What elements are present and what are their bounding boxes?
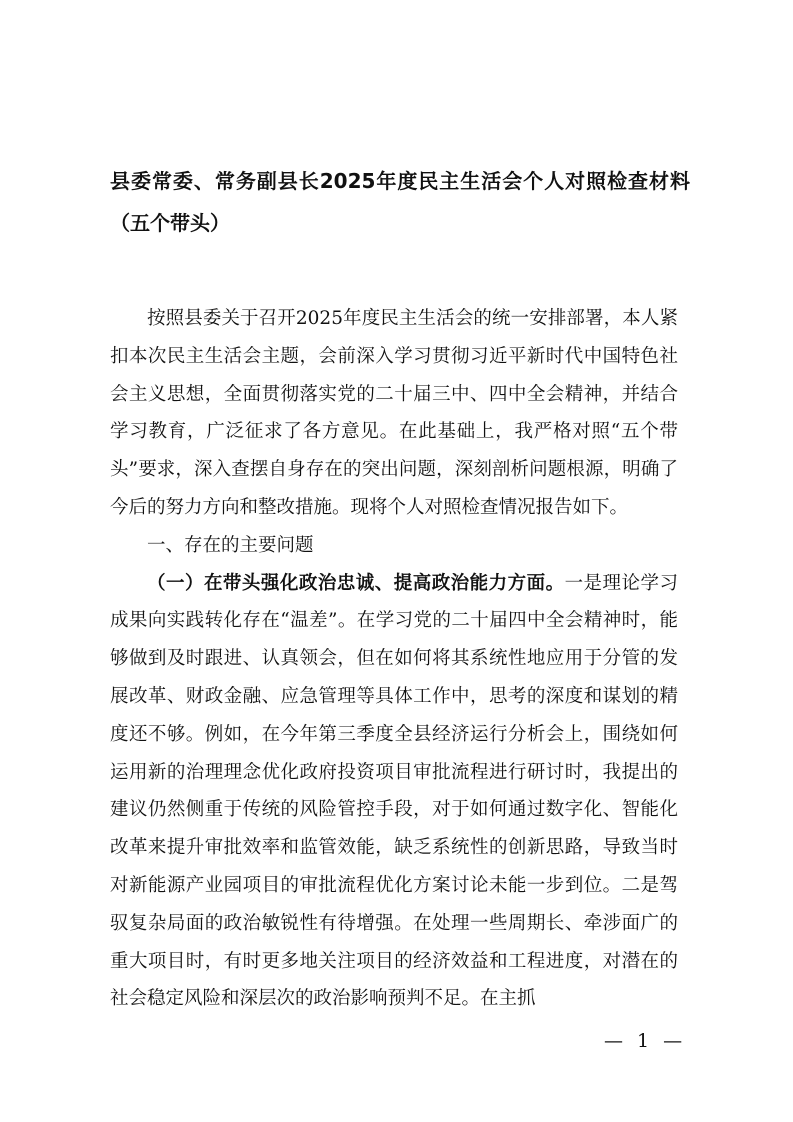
document-title: 县委常委、常务副县长2025年度民主生活会个人对照检查材料（五个带头） — [110, 169, 690, 235]
page-number: — 1 — — [604, 1030, 687, 1052]
item-paragraph — [110, 565, 678, 1019]
item-body: 一是理论学习成果向实践转化存在“温差”。在学习党的二十届四中全会精神时，能够做到及时跟进、认真领会，但在如何将其系统性地应用于分管的发展改革、财政金融、应急管理等具体工作中，思考的深度和谋划的精度还不够。例如，在今年第三季度全县经济运行分析会上，围绕如何运用新的治理理念优化政府投资项目审批流程进行研讨时，我提出的建议仍然侧重于传统的风险管控手段，对于如何通过数字化、智能化改革来提升审批效率和监管效能，缺乏系统性的创新思路，导致当时对新能源产业园项目的审批流程优化方案讨论未能一步到位。二是驾驭复杂局面的政治敏锐性有待增强。在处理一些周期长、牵涉面广的重大项目时，有时更多地关注项目的经济效益和工程进度，对潜在的社会稳定风险和深层次的政治影响预判不足。在主抓 — [110, 572, 678, 1010]
document-body — [110, 300, 678, 1018]
item-heading: （一）在带头强化政治忠诚、提高政治能力方面。 — [147, 572, 565, 594]
section-heading: 一、存在的主要问题 — [147, 534, 314, 556]
intro-paragraph: 按照县委关于召开2025年度民主生活会的统一安排部署，本人紧扣本次民主生活会主题，会前深入学习贯彻习近平新时代中国特色社会主义思想，全面贯彻落实党的二十届三中、四中全会精神，并结合学习教育，广泛征求了各方意见。在此基础上，我严格对照“五个带头”要求，深入查摆自身存在的突出问题，深刻剖析问题根源，明确了今后的努力方向和整改措施。现将个人对照检查情况报告如下。 — [110, 308, 678, 518]
